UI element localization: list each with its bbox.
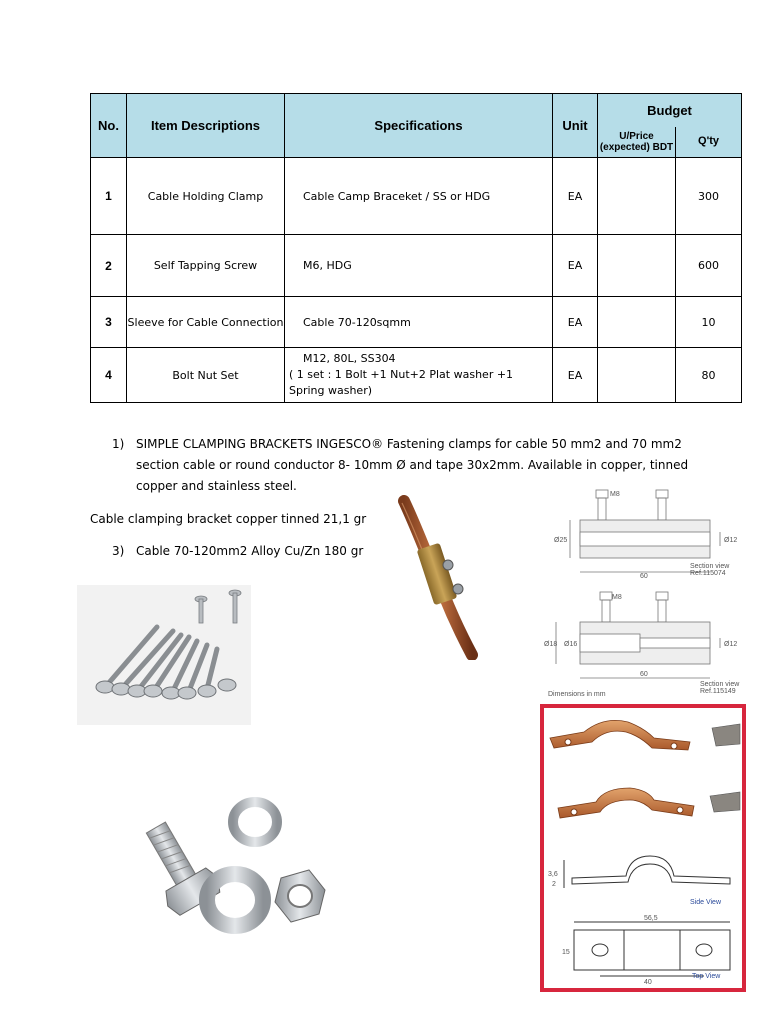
dimensions-note: Dimensions in mm — [548, 691, 606, 698]
item1-marker: 1) — [112, 437, 125, 451]
row-unit: EA — [553, 297, 598, 348]
item1-line2: section cable or round conductor 8- 10mm Ø and tape 30x2mm. Available in copper, tinned — [136, 458, 689, 472]
row-unit-price — [598, 158, 676, 235]
bill-of-quantities-table — [90, 93, 742, 403]
item1-line3: copper and stainless steel. — [136, 479, 297, 493]
table-row — [91, 158, 742, 235]
row-qty: 80 — [676, 348, 742, 403]
row-spec: Cable 70-120sqmm — [285, 297, 553, 348]
bolt-nut-set-photo — [125, 790, 345, 940]
side-view-dim1: 3,6 — [548, 871, 558, 878]
row-unit: EA — [553, 348, 598, 403]
side-view-dim2: 2 — [552, 881, 556, 888]
row-item: Self Tapping Screw — [127, 235, 285, 297]
row-spec-line2: ( 1 set : 1 Bolt +1 Nut+2 Plat washer +1 Spring washer) — [289, 368, 514, 397]
row-no: 1 — [91, 158, 127, 235]
header-no: No. — [91, 94, 127, 158]
row-unit-price — [598, 235, 676, 297]
row-no: 4 — [91, 348, 127, 403]
header-budget: Budget — [598, 94, 742, 127]
header-unit: Unit — [553, 94, 598, 158]
header-quantity: Q'ty — [676, 127, 742, 158]
row-qty: 10 — [676, 297, 742, 348]
bracket-note: Cable clamping bracket copper tinned 21,1 gr — [90, 512, 367, 526]
top-caption1: Section view — [690, 563, 730, 570]
bottom-caption1: Section view — [700, 681, 740, 688]
row-qty: 300 — [676, 158, 742, 235]
row-unit: EA — [553, 235, 598, 297]
item1-line1: SIMPLE CLAMPING BRACKETS INGESCO® Fastening clamps for cable 50 mm2 and 70 mm2 — [136, 437, 682, 451]
table-row — [91, 348, 742, 403]
row-spec-line1: M12, 80L, SS304 — [303, 352, 396, 365]
top-right-dim: Ø12 — [724, 537, 738, 544]
bottom-bottom-dim: 60 — [640, 671, 648, 678]
header-specifications: Specifications — [285, 94, 553, 158]
bottom-caption2: Ref.115149 — [700, 688, 736, 695]
top-view-caption: Top View — [692, 973, 721, 980]
side-view-caption: Side View — [690, 899, 722, 906]
row-no: 2 — [91, 235, 127, 297]
top-view-hole-dim: 40 — [644, 979, 652, 986]
row-unit-price — [598, 297, 676, 348]
row-unit: EA — [553, 158, 598, 235]
cable-sleeve-photo — [392, 495, 502, 660]
header-item-descriptions: Item Descriptions — [127, 94, 285, 158]
top-bottom-dim: 60 — [640, 573, 648, 580]
top-m-label: M8 — [610, 491, 620, 498]
row-item: Sleeve for Cable Connection — [127, 297, 285, 348]
top-view-height-dim: 15 — [562, 949, 570, 956]
row-spec — [285, 348, 553, 403]
item3-text: Cable 70-120mm2 Alloy Cu/Zn 180 gr — [136, 544, 364, 558]
header-unit-price: U/Price (expected) BDT — [598, 127, 676, 158]
copper-bracket-panel — [540, 704, 746, 992]
row-no: 3 — [91, 297, 127, 348]
top-view-width-dim: 56,5 — [644, 915, 658, 922]
item3-marker: 3) — [112, 544, 125, 558]
self-tapping-screws-photo — [77, 585, 251, 725]
bottom-right-dim: Ø12 — [724, 641, 738, 648]
top-caption2: Ref.115074 — [690, 570, 726, 577]
table-row — [91, 235, 742, 297]
row-item: Bolt Nut Set — [127, 348, 285, 403]
row-item: Cable Holding Clamp — [127, 158, 285, 235]
row-unit-price — [598, 348, 676, 403]
section-view-drawings — [540, 482, 750, 700]
bottom-m-label: M8 — [612, 594, 622, 601]
table-row — [91, 297, 742, 348]
bottom-left-dim1: Ø18 — [544, 641, 558, 648]
bottom-left-dim2: Ø16 — [564, 641, 578, 648]
row-spec: M6, HDG — [285, 235, 553, 297]
top-left-dim: Ø25 — [554, 537, 568, 544]
row-qty: 600 — [676, 235, 742, 297]
row-spec: Cable Camp Braceket / SS or HDG — [285, 158, 553, 235]
